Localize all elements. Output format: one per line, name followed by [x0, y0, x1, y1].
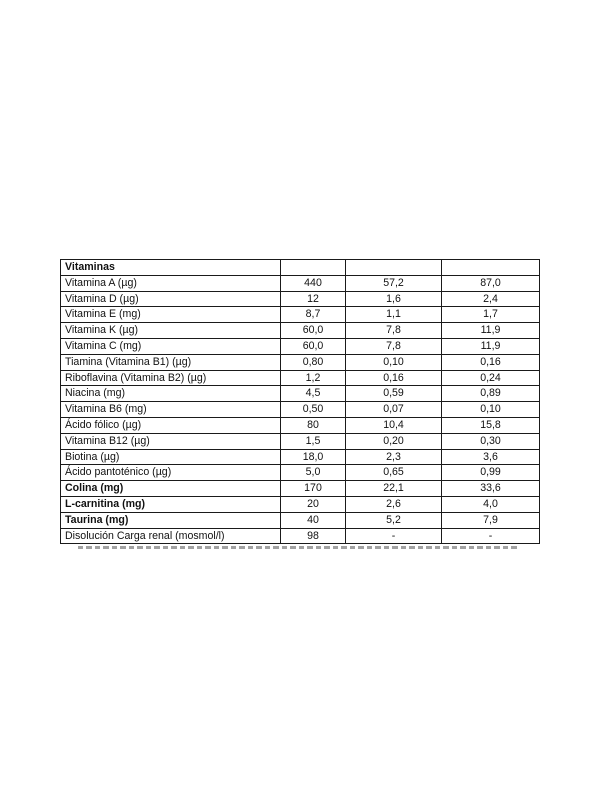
table-row — [61, 291, 540, 307]
row-value-b: - — [346, 528, 442, 544]
row-value-c: 11,9 — [442, 338, 540, 354]
table-row — [61, 449, 540, 465]
row-value-b: 7,8 — [346, 338, 442, 354]
row-value-c: 15,8 — [442, 417, 540, 433]
row-value-a: 1,5 — [281, 433, 346, 449]
row-value-c: 7,9 — [442, 512, 540, 528]
row-value-b: 1,1 — [346, 307, 442, 323]
header-label: Vitaminas — [61, 260, 281, 276]
row-label: Ácido pantoténico (µg) — [61, 465, 281, 481]
row-value-c: 0,89 — [442, 386, 540, 402]
table-row — [61, 512, 540, 528]
row-value-a: 40 — [281, 512, 346, 528]
row-value-a: 20 — [281, 496, 346, 512]
row-value-a: 18,0 — [281, 449, 346, 465]
row-value-a: 0,50 — [281, 402, 346, 418]
row-value-a: 98 — [281, 528, 346, 544]
row-value-c: 2,4 — [442, 291, 540, 307]
row-label: Vitamina D (µg) — [61, 291, 281, 307]
row-value-a: 1,2 — [281, 370, 346, 386]
row-label: Vitamina K (µg) — [61, 323, 281, 339]
row-value-b: 0,16 — [346, 370, 442, 386]
row-value-b: 0,65 — [346, 465, 442, 481]
row-value-b: 2,3 — [346, 449, 442, 465]
table-row — [61, 323, 540, 339]
row-value-c: 0,16 — [442, 354, 540, 370]
row-value-c: 0,99 — [442, 465, 540, 481]
table-row — [61, 528, 540, 544]
row-value-c: 0,30 — [442, 433, 540, 449]
row-value-b: 22,1 — [346, 481, 442, 497]
table-row — [61, 338, 540, 354]
row-value-b: 5,2 — [346, 512, 442, 528]
row-value-b: 57,2 — [346, 275, 442, 291]
row-value-c: 0,10 — [442, 402, 540, 418]
header-cell-c — [442, 260, 540, 276]
row-value-a: 8,7 — [281, 307, 346, 323]
table-header-row — [61, 260, 540, 276]
row-value-c: 3,6 — [442, 449, 540, 465]
row-label: Vitamina E (mg) — [61, 307, 281, 323]
header-cell-b — [346, 260, 442, 276]
row-label: Ácido fólico (µg) — [61, 417, 281, 433]
row-value-a: 4,5 — [281, 386, 346, 402]
truncated-footnote — [78, 544, 518, 550]
row-value-a: 60,0 — [281, 323, 346, 339]
row-value-c: - — [442, 528, 540, 544]
row-label: Colina (mg) — [61, 481, 281, 497]
row-label: L-carnitina (mg) — [61, 496, 281, 512]
row-label: Taurina (mg) — [61, 512, 281, 528]
row-value-b: 1,6 — [346, 291, 442, 307]
table-row — [61, 386, 540, 402]
row-value-a: 80 — [281, 417, 346, 433]
row-value-a: 0,80 — [281, 354, 346, 370]
vitamins-table-body — [61, 260, 540, 544]
row-value-c: 4,0 — [442, 496, 540, 512]
row-value-a: 60,0 — [281, 338, 346, 354]
table-row — [61, 417, 540, 433]
row-value-b: 0,59 — [346, 386, 442, 402]
row-label: Vitamina C (mg) — [61, 338, 281, 354]
table-row — [61, 354, 540, 370]
row-value-a: 12 — [281, 291, 346, 307]
vitamins-table — [60, 259, 540, 544]
row-label: Vitamina B6 (mg) — [61, 402, 281, 418]
table-row — [61, 307, 540, 323]
row-label: Vitamina B12 (µg) — [61, 433, 281, 449]
row-value-c: 0,24 — [442, 370, 540, 386]
table-row — [61, 370, 540, 386]
table-row — [61, 433, 540, 449]
row-label: Riboflavina (Vitamina B2) (µg) — [61, 370, 281, 386]
row-label: Vitamina A (µg) — [61, 275, 281, 291]
row-value-c: 1,7 — [442, 307, 540, 323]
row-label: Niacina (mg) — [61, 386, 281, 402]
row-value-a: 5,0 — [281, 465, 346, 481]
row-value-c: 11,9 — [442, 323, 540, 339]
table-row — [61, 402, 540, 418]
row-value-b: 10,4 — [346, 417, 442, 433]
row-value-b: 0,20 — [346, 433, 442, 449]
row-value-a: 440 — [281, 275, 346, 291]
row-value-c: 87,0 — [442, 275, 540, 291]
table-row — [61, 481, 540, 497]
row-value-b: 0,10 — [346, 354, 442, 370]
row-value-a: 170 — [281, 481, 346, 497]
row-value-b: 2,6 — [346, 496, 442, 512]
row-value-c: 33,6 — [442, 481, 540, 497]
row-value-b: 7,8 — [346, 323, 442, 339]
row-label: Biotina (µg) — [61, 449, 281, 465]
row-value-b: 0,07 — [346, 402, 442, 418]
row-label: Tiamina (Vitamina B1) (µg) — [61, 354, 281, 370]
row-label: Disolución Carga renal (mosmol/l) — [61, 528, 281, 544]
table-row — [61, 465, 540, 481]
header-cell-a — [281, 260, 346, 276]
table-row — [61, 496, 540, 512]
table-row — [61, 275, 540, 291]
